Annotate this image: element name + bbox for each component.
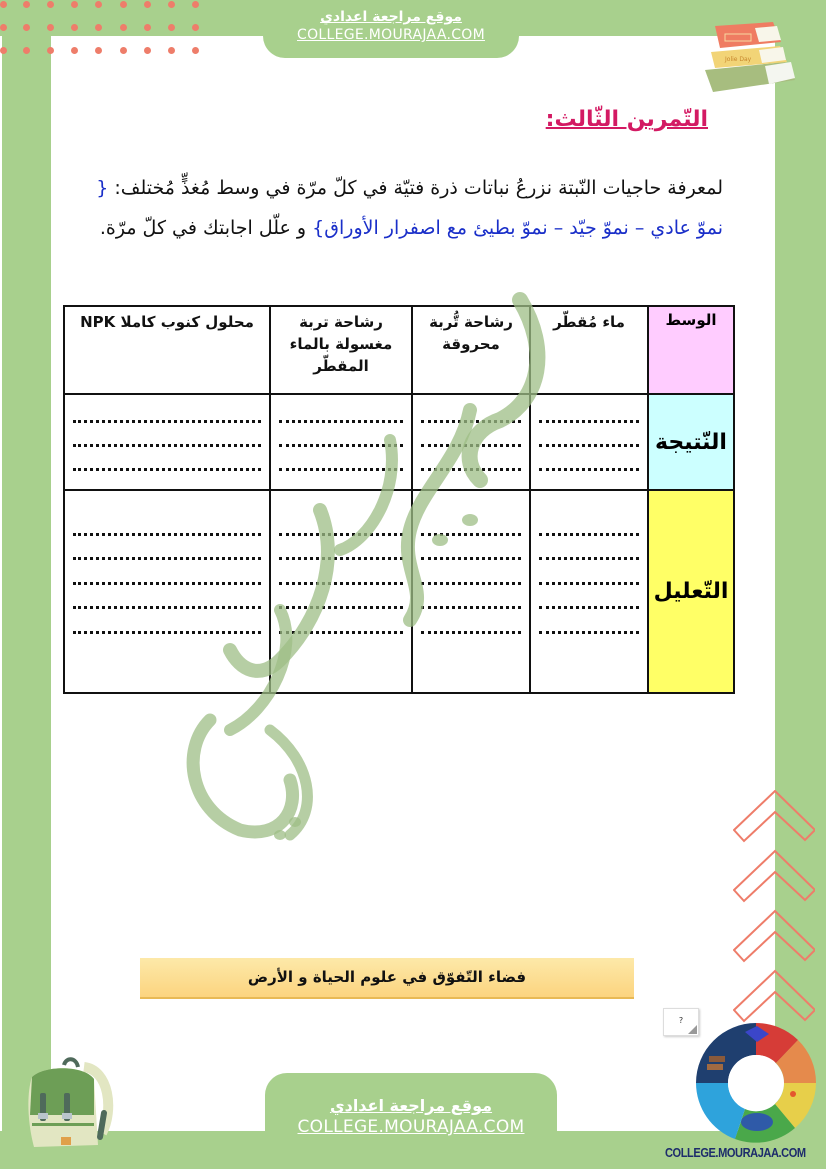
subjects-wheel-logo [695, 1022, 817, 1144]
svg-text:Jolie Day: Jolie Day [725, 56, 752, 63]
result-cell[interactable] [530, 394, 648, 490]
page-number-value: ? [678, 1016, 684, 1025]
table-row-reason [64, 490, 734, 693]
decorative-dots [0, 0, 200, 55]
header-site-banner[interactable] [263, 0, 519, 58]
table-row-result [64, 394, 734, 490]
backpack-icon [14, 1055, 114, 1155]
exercise-title: التّمرين الثّالث: [545, 107, 708, 132]
footer-site-banner[interactable] [265, 1073, 557, 1169]
exercise-prompt [78, 168, 723, 248]
reason-cell[interactable] [530, 490, 648, 693]
column-header-knop-solution: محلول كنوب كاملا NPK [64, 306, 270, 394]
reason-cell[interactable] [64, 490, 270, 693]
subject-banner: فضاء التّفوّق في علوم الحياة و الأرض [140, 958, 634, 999]
frame-left [2, 0, 51, 1169]
prompt-text-end: و علّل اجابتك في كلّ مرّة. [99, 217, 313, 239]
page-number [663, 1008, 699, 1036]
row-label-medium: الوسط [648, 306, 734, 394]
row-label-result: النّتيجة [648, 394, 734, 490]
footer-site-arabic[interactable]: موقع مراجعة اعدادي [329, 1096, 493, 1115]
prompt-options: { نموّ عادي – نموّ جيّد – نموّ بطيئ مع اصفرار الأوراق} [96, 177, 723, 239]
header-site-arabic[interactable]: موقع مراجعة اعدادي [320, 9, 462, 25]
experiment-table [63, 305, 735, 694]
table-row-medium [64, 306, 734, 394]
column-header-washed-soil-filtrate: رشاحة تربة مغسولة بالماء المقطّر [270, 306, 412, 394]
reason-cell[interactable] [270, 490, 412, 693]
books-icon [695, 10, 805, 95]
footer-site-url[interactable]: COLLEGE.MOURAJAA.COM [297, 1117, 525, 1137]
column-header-distilled-water: ماء مُقطّر [530, 306, 648, 394]
result-cell[interactable] [412, 394, 530, 490]
footer-logo-text: COLLEGE.MOURAJAA.COM [665, 1145, 806, 1160]
column-header-burnt-soil-filtrate: رشاحة تُّربة محروقة [412, 306, 530, 394]
result-cell[interactable] [64, 394, 270, 490]
header-site-url[interactable]: COLLEGE.MOURAJAA.COM [297, 27, 485, 43]
chevron-up-icons [733, 790, 815, 1030]
prompt-text-start: لمعرفة حاجيات النّبتة نزرعُ نباتات ذرة فتيّة في كلّ مرّة في وسط مُغذٍّ مُختلف: [108, 177, 723, 199]
result-cell[interactable] [270, 394, 412, 490]
reason-cell[interactable] [412, 490, 530, 693]
row-label-reason: التّعليل [648, 490, 734, 693]
